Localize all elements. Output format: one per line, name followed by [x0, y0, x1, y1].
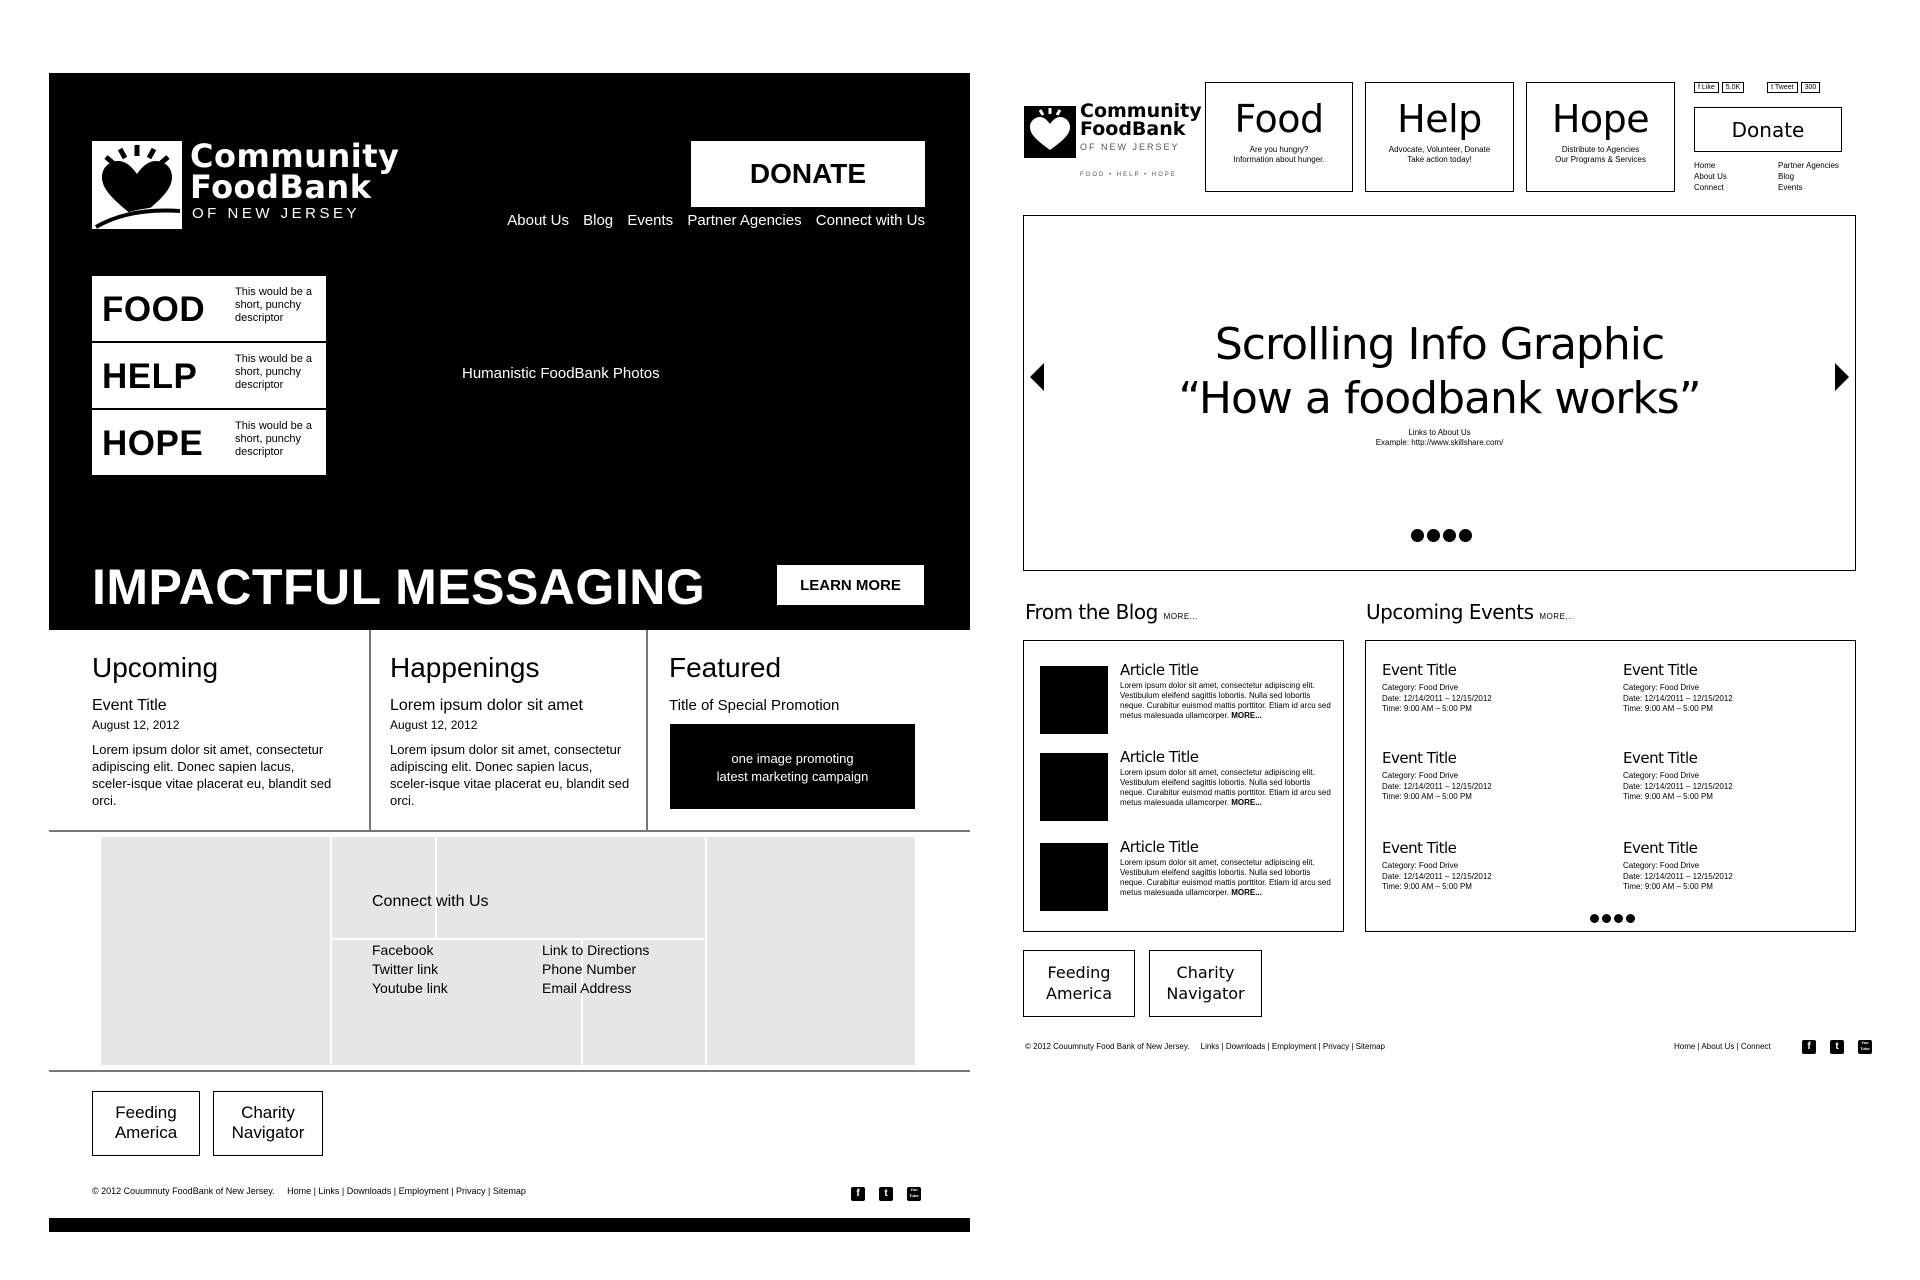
logo-name-line2: FoodBank [1080, 118, 1186, 140]
pager-dot[interactable] [1411, 529, 1424, 542]
pillar-title: HOPE [102, 424, 204, 463]
copyright: © 2012 Couumnuty FoodBank of New Jersey. [92, 1186, 275, 1196]
article-more-link[interactable]: MORE... [1231, 711, 1262, 720]
slider-line: “How a foodbank works” [1178, 373, 1701, 424]
phone-number[interactable]: Phone Number [542, 961, 637, 977]
small-nav-col1 [1694, 160, 1727, 193]
map-divider [435, 837, 437, 939]
happenings-date: August 12, 2012 [390, 718, 478, 732]
event-category: Category: Food Drive [1623, 771, 1700, 780]
promo-line: latest marketing campaign [716, 769, 869, 784]
nav-events[interactable]: Events [1778, 183, 1803, 192]
pillar-list [92, 274, 326, 475]
slider-headline [1024, 318, 1855, 426]
event-time: Time: 9:00 AM – 5:00 PM [1623, 704, 1713, 713]
event-date: Date: 12/14/2011 – 12/15/2012 [1382, 781, 1492, 791]
slider-line: Scrolling Info Graphic [1214, 319, 1665, 370]
event-title[interactable]: Event Title [1382, 839, 1457, 857]
tile-line: Distribute to Agencies [1561, 145, 1640, 154]
nav-blog[interactable]: Blog [1778, 172, 1795, 181]
top-nav [497, 212, 925, 229]
logo-name-line1: Community [190, 137, 400, 175]
pager-dot[interactable] [1443, 529, 1456, 542]
right-wireframe [1022, 80, 1872, 1060]
badge-line: Navigator [1166, 984, 1245, 1003]
youtube-icon[interactable]: You Tube [907, 1187, 921, 1201]
blog-section-title [1025, 600, 1198, 624]
event-time: Time: 9:00 AM – 5:00 PM [1382, 882, 1472, 891]
event-title[interactable]: Event Title [1623, 749, 1698, 767]
tweet-label: Tweet [1774, 84, 1794, 91]
article-excerpt [1120, 858, 1335, 898]
event-item[interactable] [1623, 839, 1833, 893]
footer-text [1025, 1042, 1385, 1051]
event-item[interactable] [1623, 661, 1833, 715]
article-thumbnail[interactable] [1040, 843, 1108, 911]
site-logo-small[interactable] [1024, 100, 1202, 178]
pillar-desc: This would be a short, punchy descriptor [235, 420, 313, 458]
event-time: Time: 9:00 AM – 5:00 PM [1623, 882, 1713, 891]
badge-line: Charity [1176, 963, 1235, 982]
badge-line: Navigator [231, 1123, 305, 1142]
article-title[interactable]: Article Title [1120, 838, 1199, 856]
youtube-link[interactable]: Youtube link [372, 980, 448, 996]
map-divider [330, 837, 332, 1065]
facebook-icon[interactable]: f [1802, 1040, 1816, 1054]
event-time: Time: 9:00 AM – 5:00 PM [1382, 704, 1472, 713]
connect-title: Connect with Us [372, 893, 489, 910]
event-date: Date: 12/14/2011 – 12/15/2012 [1623, 693, 1733, 703]
featured-promo-title[interactable]: Title of Special Promotion [669, 697, 840, 714]
events-section-title [1366, 600, 1574, 624]
footer-links[interactable]: Links | Downloads | Employment | Privacy | Sitemap [1200, 1042, 1386, 1051]
twitter-icon[interactable]: t [1830, 1040, 1844, 1054]
featured-column [648, 630, 948, 830]
article-text: Lorem ipsum dolor sit amet, consectetur adipiscing elit. Vestibulum eleifend sagittis lobortis. Nulla sed lobortis neque. Curabitur euismod mattis porttitor. Etiam id arcu sed metus malesuada ullamcorper. [1120, 768, 1331, 807]
events-list [1365, 640, 1856, 932]
hero-photo-placeholder: Humanistic FoodBank Photos [462, 365, 660, 382]
pillar-title: HELP [102, 357, 198, 396]
event-details [1623, 771, 1833, 803]
article-title[interactable]: Article Title [1120, 661, 1199, 679]
event-title[interactable]: Event Title [1623, 839, 1698, 857]
event-item[interactable] [1382, 839, 1592, 893]
event-title[interactable]: Event Title [1382, 661, 1457, 679]
events-title: Upcoming Events [1366, 600, 1534, 624]
article-thumbnail[interactable] [1040, 666, 1108, 734]
upcoming-event-title[interactable]: Event Title [92, 697, 167, 714]
nav-home[interactable]: Home [1694, 161, 1716, 170]
feeding-america-badge[interactable] [92, 1091, 200, 1156]
facebook-link[interactable]: Facebook [372, 942, 434, 958]
upcoming-event-date: August 12, 2012 [92, 718, 180, 732]
tile-title: Hope [1551, 97, 1650, 141]
event-title[interactable]: Event Title [1382, 749, 1457, 767]
tile-food[interactable] [1205, 82, 1353, 192]
small-nav-col2 [1778, 160, 1839, 193]
event-date: Date: 12/14/2011 – 12/15/2012 [1382, 693, 1492, 703]
footer-bar [49, 1218, 970, 1232]
event-details [1382, 861, 1592, 893]
tweet-button[interactable] [1767, 82, 1797, 93]
footer-social [1802, 1040, 1872, 1054]
charity-navigator-badge[interactable] [213, 1091, 323, 1156]
event-time: Time: 9:00 AM – 5:00 PM [1623, 792, 1713, 801]
event-category: Category: Food Drive [1382, 861, 1459, 870]
badge-line: America [114, 1123, 178, 1142]
upcoming-event-text: Lorem ipsum dolor sit amet, consectetur adipiscing elit. Donec sapien lacus, sceler-isque vitae placerat eu, blandit sed orci. [92, 742, 332, 808]
logo-subtitle: OF NEW JERSEY [1080, 142, 1180, 152]
featured-heading: Featured [669, 652, 782, 683]
article-more-link[interactable]: MORE... [1231, 798, 1262, 807]
nav-events[interactable]: Events [627, 212, 674, 229]
upcoming-heading: Upcoming [92, 652, 219, 683]
article-text: Lorem ipsum dolor sit amet, consectetur adipiscing elit. Vestibulum eleifend sagittis lobortis. Nulla sed lobortis neque. Curabitur euismod mattis porttitor. Etiam id arcu sed metus malesuada ullamcorper. [1120, 858, 1331, 897]
tile-line: Our Programs & Services [1555, 155, 1646, 164]
email-address[interactable]: Email Address [542, 980, 632, 996]
pillar-desc: This would be a short, punchy descriptor [235, 353, 313, 391]
nav-blog[interactable]: Blog [583, 212, 614, 229]
slider-caption-line[interactable]: Links to About Us [1408, 428, 1471, 437]
slider-caption-line[interactable]: Example: http://www.skillshare.com/ [1375, 438, 1504, 447]
badge-line: Charity [241, 1103, 295, 1122]
info-columns [49, 630, 970, 832]
slider-pager [1411, 529, 1472, 542]
pager-dot[interactable] [1626, 914, 1635, 923]
event-item[interactable] [1382, 661, 1592, 715]
events-more-link[interactable]: MORE... [1539, 612, 1574, 621]
tile-hope[interactable] [1526, 82, 1675, 192]
nav-partner-agencies[interactable]: Partner Agencies [687, 212, 802, 229]
connect-social-links [372, 941, 448, 998]
charity-navigator-badge[interactable] [1149, 950, 1262, 1017]
badge-line: America [1046, 984, 1112, 1003]
logo-subtitle: OF NEW JERSEY [192, 205, 361, 222]
upcoming-column [92, 630, 342, 830]
copyright: © 2012 Couumnuty Food Bank of New Jersey. [1025, 1042, 1190, 1051]
happenings-column [390, 630, 640, 830]
connect-map-area [101, 837, 915, 1065]
happenings-text: Lorem ipsum dolor sit amet, consectetur adipiscing elit. Donec sapien lacus, sceler-isque vitae placerat eu, blandit sed orci. [390, 742, 630, 808]
event-date: Date: 12/14/2011 – 12/15/2012 [1623, 781, 1733, 791]
share-widgets [1694, 82, 1820, 93]
donate-button[interactable]: DONATE [691, 141, 925, 207]
event-category: Category: Food Drive [1623, 861, 1700, 870]
happenings-heading: Happenings [390, 652, 540, 683]
footer-nav[interactable]: Home | About Us | Connect [1674, 1042, 1771, 1051]
directions-link[interactable]: Link to Directions [542, 942, 650, 958]
nav-partner-agencies[interactable]: Partner Agencies [1778, 161, 1839, 170]
article-title[interactable]: Article Title [1120, 748, 1199, 766]
left-wireframe [49, 73, 970, 1231]
blog-more-link[interactable]: MORE... [1163, 612, 1198, 621]
feeding-america-badge[interactable] [1023, 950, 1135, 1017]
logo-name [190, 137, 400, 206]
nav-connect[interactable]: Connect with Us [815, 212, 925, 229]
events-pager [1590, 914, 1635, 923]
tile-line: Advocate, Volunteer, Donate [1388, 145, 1491, 154]
happenings-title[interactable]: Lorem ipsum dolor sit amet [390, 697, 583, 714]
hero-headline: IMPACTFUL MESSAGING [92, 559, 706, 615]
article-excerpt [1120, 681, 1335, 721]
connect-contact-links [542, 941, 649, 998]
logo-name [1080, 102, 1202, 138]
event-item[interactable] [1623, 749, 1833, 803]
event-title[interactable]: Event Title [1623, 661, 1698, 679]
slider-caption [1024, 428, 1855, 448]
event-details [1623, 861, 1833, 893]
nav-about-us[interactable]: About Us [507, 212, 569, 229]
map-divider [330, 938, 706, 940]
info-graphic-slider [1023, 215, 1856, 571]
pillar-hope[interactable] [92, 408, 326, 475]
article-thumbnail[interactable] [1040, 753, 1108, 821]
article-text: Lorem ipsum dolor sit amet, consectetur adipiscing elit. Vestibulum eleifend sagittis lobortis. Nulla sed lobortis neque. Curabitur euismod mattis porttitor. Etiam id arcu sed metus malesuada ullamcorper. [1120, 681, 1331, 720]
map-divider [705, 837, 707, 1065]
footer-links[interactable]: Home | Links | Downloads | Employment | Privacy | Sitemap [287, 1186, 526, 1196]
pillar-desc: This would be a short, punchy descriptor [235, 286, 313, 324]
nav-connect[interactable]: Connect [1694, 183, 1724, 192]
article-excerpt [1120, 768, 1335, 808]
tile-line: Take action today! [1407, 155, 1472, 164]
event-details [1382, 683, 1592, 715]
badge-line: Feeding [115, 1103, 177, 1122]
footer-text [92, 1186, 526, 1196]
facebook-like-button[interactable] [1694, 82, 1719, 93]
slider-next-arrow-icon[interactable] [1835, 363, 1849, 391]
event-item[interactable] [1382, 749, 1592, 803]
pager-dot[interactable] [1614, 914, 1623, 923]
badge-line: Feeding [1047, 963, 1111, 982]
pager-dot[interactable] [1602, 914, 1611, 923]
pager-dot[interactable] [1459, 529, 1472, 542]
featured-promo-image[interactable] [670, 724, 915, 809]
footer-social [851, 1187, 921, 1201]
pager-dot[interactable] [1590, 914, 1599, 923]
heart-sun-logo-icon [1024, 106, 1076, 158]
event-details [1623, 683, 1833, 715]
twitter-link[interactable]: Twitter link [372, 961, 439, 977]
event-details [1382, 771, 1592, 803]
article-more-link[interactable]: MORE... [1231, 888, 1262, 897]
tile-line: Are you hungry? [1249, 145, 1309, 154]
pager-dot[interactable] [1427, 529, 1440, 542]
blog-list [1023, 640, 1344, 932]
event-category: Category: Food Drive [1382, 683, 1459, 692]
tweet-count: 300 [1801, 82, 1821, 93]
facebook-icon[interactable]: f [851, 1187, 865, 1201]
twitter-icon: t [1771, 84, 1775, 91]
event-date: Date: 12/14/2011 – 12/15/2012 [1382, 871, 1492, 881]
tile-title: Food [1234, 97, 1324, 141]
tile-help[interactable] [1365, 82, 1514, 192]
pillar-food[interactable] [92, 274, 326, 341]
hero-section [49, 73, 970, 630]
donate-button[interactable]: Donate [1694, 107, 1842, 152]
tile-title: Help [1397, 97, 1482, 141]
facebook-icon: f [1698, 84, 1702, 91]
event-time: Time: 9:00 AM – 5:00 PM [1382, 792, 1472, 801]
logo-tagline: FOOD • HELP • HOPE [1080, 172, 1177, 178]
pillar-title: FOOD [102, 290, 206, 329]
section-divider [49, 1070, 970, 1072]
event-category: Category: Food Drive [1623, 683, 1700, 692]
event-date: Date: 12/14/2011 – 12/15/2012 [1623, 871, 1733, 881]
nav-about-us[interactable]: About Us [1694, 172, 1727, 181]
tile-line: Information about hunger. [1233, 155, 1325, 164]
like-label: Like [1701, 84, 1715, 91]
youtube-icon[interactable]: You Tube [1858, 1040, 1872, 1054]
logo-name-line2: FoodBank [190, 168, 372, 206]
like-count: 5.0K [1722, 82, 1744, 93]
site-logo[interactable] [92, 137, 402, 233]
twitter-icon[interactable]: t [879, 1187, 893, 1201]
learn-more-button[interactable]: LEARN MORE [777, 565, 924, 605]
heart-sun-logo-icon [92, 141, 182, 229]
blog-title: From the Blog [1025, 600, 1158, 624]
pillar-help[interactable] [92, 341, 326, 408]
logo-name-line1: Community [1080, 100, 1202, 122]
promo-line: one image promoting [731, 751, 854, 766]
event-category: Category: Food Drive [1382, 771, 1459, 780]
column-divider [369, 630, 371, 830]
